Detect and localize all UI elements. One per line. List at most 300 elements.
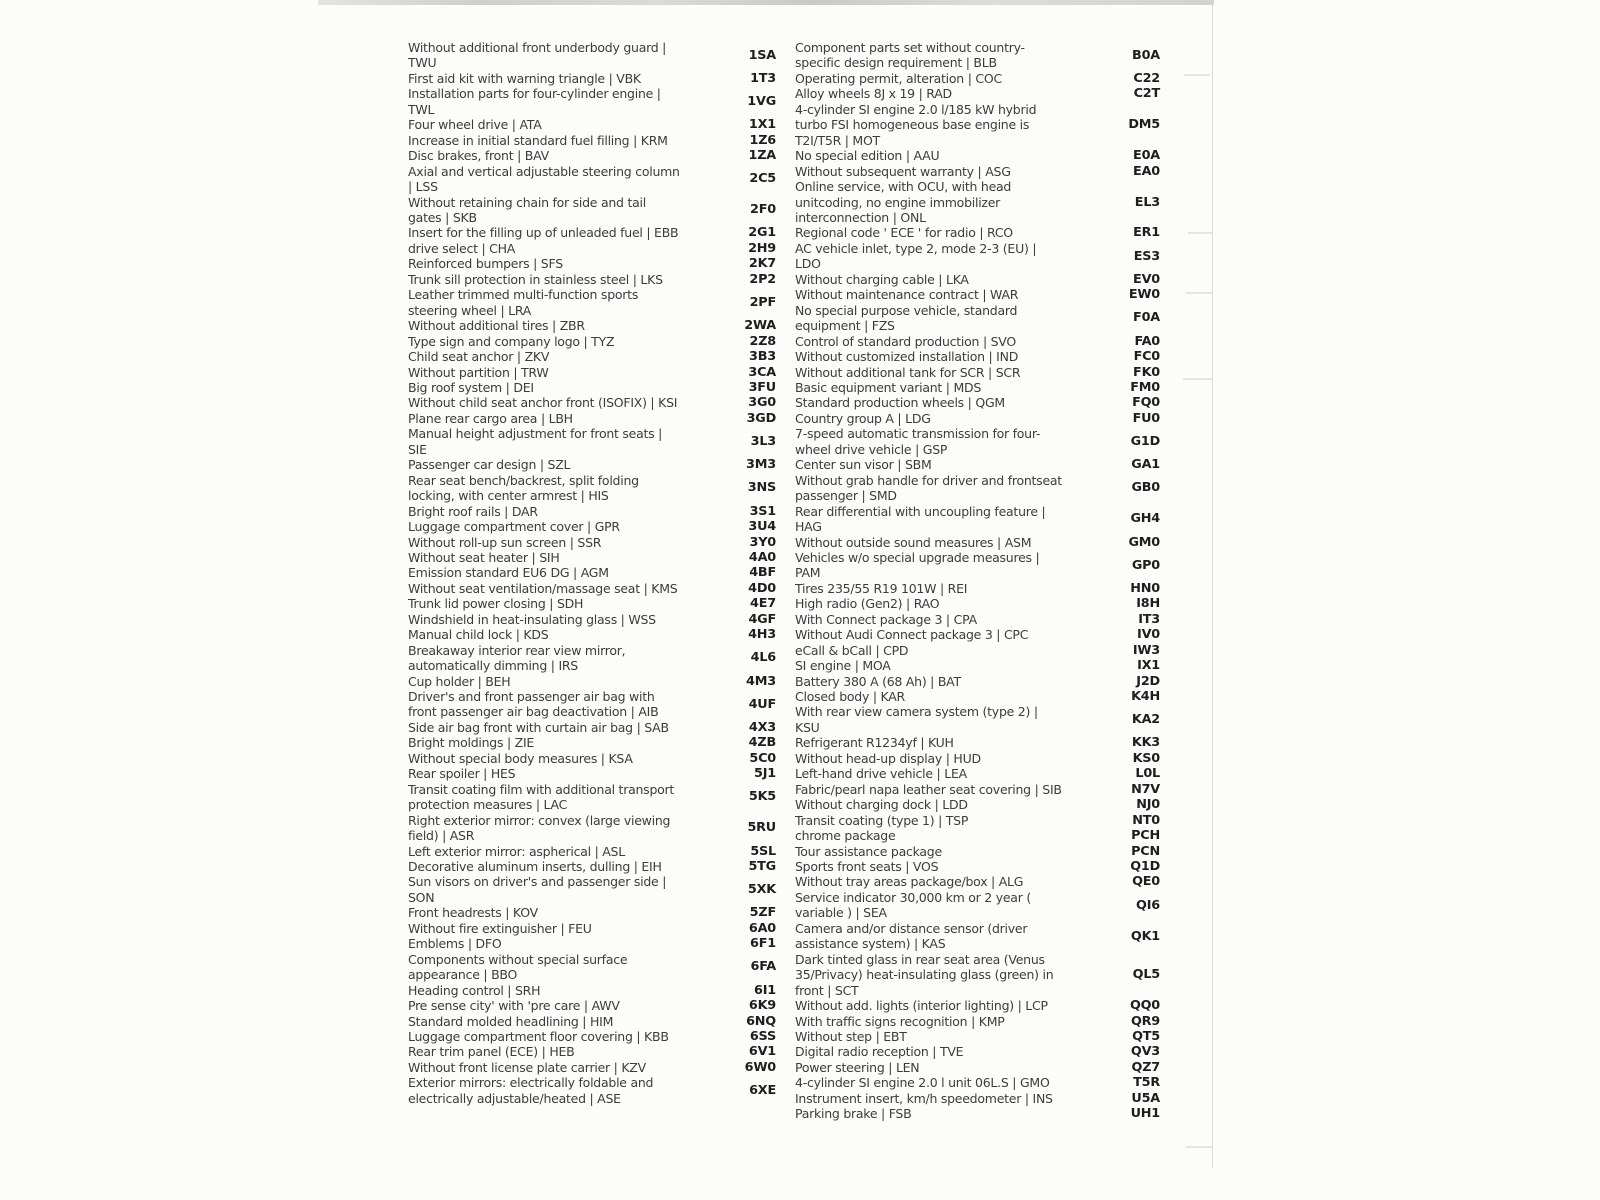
option-row xyxy=(795,581,1160,596)
option-row xyxy=(408,380,776,395)
option-description: Transit coating (type 1) | TSP xyxy=(795,812,969,828)
option-description: Driver's and front passenger air bag with front passenger air bag deactivation | AIB xyxy=(408,689,659,720)
option-code: 4ZB xyxy=(748,735,776,751)
option-description: Disc brakes, front | BAV xyxy=(408,148,549,164)
option-code: FU0 xyxy=(1132,410,1160,426)
option-code: 1VG xyxy=(747,94,776,110)
option-code: 3U4 xyxy=(748,519,776,535)
option-code: 3M3 xyxy=(746,457,776,473)
option-description: Manual height adjustment for front seats | SIE xyxy=(408,426,663,457)
option-code: QQ0 xyxy=(1129,998,1160,1014)
option-code: GH4 xyxy=(1130,511,1160,527)
option-code: 2PF xyxy=(749,294,776,310)
option-row xyxy=(795,272,1160,287)
option-code: FM0 xyxy=(1130,379,1160,395)
option-description: Axial and vertical adjustable steering column | LSS xyxy=(408,163,680,195)
option-description: Power steering | LEN xyxy=(795,1059,920,1075)
option-code: KK3 xyxy=(1131,735,1160,751)
option-description: Pre sense city' with 'pre care | AWV xyxy=(408,998,620,1014)
option-code: NJ0 xyxy=(1136,797,1160,813)
option-description: Camera and/or distance sensor (driver assistance system) | KAS xyxy=(795,920,1028,952)
option-code: GB0 xyxy=(1131,480,1160,496)
option-code: 4H3 xyxy=(748,627,776,643)
option-row xyxy=(408,1044,776,1059)
option-description: Battery 380 A (68 Ah) | BAT xyxy=(795,673,961,689)
option-row xyxy=(795,1106,1160,1121)
option-row xyxy=(408,473,776,504)
option-row xyxy=(408,1014,776,1029)
option-description: Four wheel drive | ATA xyxy=(408,117,542,133)
option-code: 1Z6 xyxy=(749,132,776,148)
option-code: 5J1 xyxy=(754,766,776,782)
option-row xyxy=(795,952,1160,998)
option-description: Without Audi Connect package 3 | CPC xyxy=(795,627,1029,643)
option-row xyxy=(408,751,776,766)
option-code: L0L xyxy=(1135,766,1160,782)
option-row xyxy=(408,395,776,410)
option-row xyxy=(795,40,1160,71)
option-description: Without roll-up sun screen | SSR xyxy=(408,534,602,550)
option-code: ES3 xyxy=(1133,248,1160,264)
option-code: 6SS xyxy=(749,1029,776,1044)
option-code: QT5 xyxy=(1132,1029,1160,1044)
scan-artifact-tick xyxy=(1188,232,1212,234)
option-description: Vehicles w/o special upgrade measures | PAM xyxy=(795,549,1040,581)
option-code: KA2 xyxy=(1131,712,1160,728)
option-code: GP0 xyxy=(1131,557,1160,573)
option-code: FC0 xyxy=(1133,349,1160,365)
option-row xyxy=(408,998,776,1013)
option-code: 5RU xyxy=(747,820,776,836)
option-row xyxy=(795,1091,1160,1106)
option-code: IT3 xyxy=(1138,611,1160,627)
option-code: 6V1 xyxy=(748,1044,776,1060)
option-code: 4M3 xyxy=(746,673,776,689)
option-row xyxy=(408,519,776,534)
option-code: QL5 xyxy=(1132,967,1160,983)
option-description: Sun visors on driver's and passenger side | SON xyxy=(408,874,667,905)
option-description: Service indicator 30,000 km or 2 year ( variable ) | SEA xyxy=(795,889,1031,921)
option-code: 5C0 xyxy=(749,750,776,766)
option-row xyxy=(408,71,776,86)
option-description: With rear view camera system (type 2) | KSU xyxy=(795,704,1038,735)
option-code: IW3 xyxy=(1132,642,1160,658)
scan-artifact-top-band xyxy=(318,0,1214,5)
option-code: NT0 xyxy=(1132,812,1160,828)
option-code: 5SL xyxy=(750,843,776,859)
option-row xyxy=(408,86,776,117)
scan-artifact-tick xyxy=(1183,378,1212,380)
option-code: 6A0 xyxy=(748,920,776,936)
option-code: U5A xyxy=(1131,1090,1160,1106)
option-description: Left exterior mirror: aspherical | ASL xyxy=(408,843,625,859)
option-code: 6K9 xyxy=(748,998,776,1014)
scan-artifact-tick xyxy=(1184,74,1210,76)
option-description: With traffic signs recognition | KMP xyxy=(795,1013,1005,1029)
option-code: K4H xyxy=(1131,689,1160,705)
option-description: chrome package xyxy=(795,828,896,844)
option-code: 5XK xyxy=(747,882,776,898)
option-description: Side air bag front with curtain air bag | SAB xyxy=(408,719,669,735)
option-code: 1X1 xyxy=(748,117,776,133)
option-row xyxy=(408,581,776,596)
option-description: Without retaining chain for side and tail gates | SKB xyxy=(408,194,646,225)
option-description: Tour assistance package xyxy=(795,843,942,859)
option-code: QZ7 xyxy=(1131,1059,1160,1075)
option-code: 4UF xyxy=(748,696,776,712)
option-description: SI engine | MOA xyxy=(795,658,891,674)
option-row xyxy=(795,828,1160,843)
option-row xyxy=(795,704,1160,735)
option-code: I8H xyxy=(1136,596,1160,612)
option-code: IV0 xyxy=(1137,627,1160,643)
option-row xyxy=(408,1060,776,1075)
option-row xyxy=(795,766,1160,781)
option-code: C2T xyxy=(1133,86,1160,102)
option-description: Without front license plate carrier | KZV xyxy=(408,1059,646,1075)
option-code: 1SA xyxy=(748,47,776,63)
option-code: 2F0 xyxy=(750,202,776,218)
option-code: PCH xyxy=(1131,828,1160,844)
option-row xyxy=(408,1075,776,1106)
option-row xyxy=(795,550,1160,581)
option-row xyxy=(408,905,776,920)
option-description: Without special body measures | KSA xyxy=(408,750,633,766)
options-column-left xyxy=(408,40,776,1106)
option-description: Instrument insert, km/h speedometer | INS xyxy=(795,1090,1053,1106)
option-description: Center sun visor | SBM xyxy=(795,457,932,473)
option-row xyxy=(795,225,1160,240)
option-description: Control of standard production | SVO xyxy=(795,333,1016,349)
option-code: E0A xyxy=(1133,148,1160,164)
option-code: 4D0 xyxy=(748,580,776,596)
option-row xyxy=(795,627,1160,642)
option-code: GM0 xyxy=(1128,534,1160,550)
option-row xyxy=(795,890,1160,921)
option-description: Luggage compartment floor covering | KBB xyxy=(408,1029,669,1044)
option-description: Emblems | DFO xyxy=(408,936,502,952)
options-column-right xyxy=(795,40,1160,1122)
option-code: 5K5 xyxy=(748,789,776,805)
option-row xyxy=(795,102,1160,148)
option-row xyxy=(408,596,776,611)
option-code: F0A xyxy=(1133,310,1160,326)
option-code: 6FA xyxy=(750,959,776,975)
option-description: Without subsequent warranty | ASG xyxy=(795,163,1011,179)
option-description: Transit coating film with additional transport protection measures | LAC xyxy=(408,781,675,813)
option-description: Right exterior mirror: convex (large viewing field) | ASR xyxy=(408,812,671,844)
option-description: Installation parts for four-cylinder engine | TWL xyxy=(408,86,661,117)
option-description: Cup holder | BEH xyxy=(408,673,511,689)
option-description: Without tray areas package/box | ALG xyxy=(795,874,1024,890)
option-description: Components without special surface appearance | BBO xyxy=(408,951,628,983)
option-description: AC vehicle inlet, type 2, mode 2-3 (EU) | LDO xyxy=(795,240,1037,272)
option-row xyxy=(408,411,776,426)
option-description: No special edition | AAU xyxy=(795,148,940,164)
option-row xyxy=(795,751,1160,766)
option-description: Country group A | LDG xyxy=(795,410,931,426)
option-code: UH1 xyxy=(1130,1106,1160,1122)
option-description: Leather trimmed multi-function sports steering wheel | LRA xyxy=(408,287,639,318)
option-description: Sports front seats | VOS xyxy=(795,859,939,875)
option-code: 3L3 xyxy=(750,434,776,450)
option-row xyxy=(408,565,776,580)
option-row xyxy=(408,117,776,132)
option-row xyxy=(795,426,1160,457)
option-code: EA0 xyxy=(1133,163,1160,179)
option-description: No special purpose vehicle, standard equipment | FZS xyxy=(795,302,1018,334)
option-description: Type sign and company logo | TYZ xyxy=(408,333,615,349)
option-row xyxy=(795,921,1160,952)
option-code: N7V xyxy=(1131,781,1160,797)
option-code: 3B3 xyxy=(749,349,776,365)
option-description: Rear trim panel (ECE) | HEB xyxy=(408,1044,575,1060)
option-row xyxy=(408,241,776,256)
option-description: Left-hand drive vehicle | LEA xyxy=(795,766,967,782)
option-description: Exterior mirrors: electrically foldable and electrically adjustable/heated | ASE xyxy=(408,1075,654,1106)
option-row xyxy=(408,859,776,874)
option-row xyxy=(795,797,1160,812)
option-row xyxy=(795,1060,1160,1075)
option-description: Child seat anchor | ZKV xyxy=(408,349,550,365)
option-description: Without seat heater | SIH xyxy=(408,549,560,565)
option-code: 3G0 xyxy=(748,395,776,411)
option-description: Passenger car design | SZL xyxy=(408,457,571,473)
option-description: Without maintenance contract | WAR xyxy=(795,287,1019,303)
option-code: 1T3 xyxy=(750,70,776,86)
option-code: QV3 xyxy=(1130,1044,1160,1060)
option-code: 5TG xyxy=(748,859,776,875)
option-description: Standard molded headlining | HIM xyxy=(408,1013,614,1029)
option-code: 6XE xyxy=(749,1083,776,1099)
option-row xyxy=(408,627,776,642)
option-description: Basic equipment variant | MDS xyxy=(795,379,982,395)
option-code: 4GF xyxy=(748,611,776,627)
option-row xyxy=(795,164,1160,179)
option-row xyxy=(408,844,776,859)
option-description: Without head-up display | HUD xyxy=(795,750,981,766)
option-row xyxy=(408,643,776,674)
option-code: FQ0 xyxy=(1132,395,1160,411)
option-description: Big roof system | DEI xyxy=(408,379,534,395)
option-description: Without outside sound measures | ASM xyxy=(795,534,1032,550)
option-description: Rear spoiler | HES xyxy=(408,766,516,782)
option-code: 4BF xyxy=(749,565,776,581)
option-description: Breakaway interior rear view mirror, automatically dimming | IRS xyxy=(408,642,626,674)
option-code: EL3 xyxy=(1134,194,1160,210)
option-description: Insert for the filling up of unleaded fuel | EBB xyxy=(408,225,679,241)
option-description: drive select | CHA xyxy=(408,240,516,256)
option-description: 4-cylinder SI engine 2.0 l/185 kW hybrid turbo FSI homogeneous base engine is T2I/T5R | MOT xyxy=(795,101,1037,148)
option-row xyxy=(408,674,776,689)
option-row xyxy=(408,921,776,936)
option-code: 4X3 xyxy=(748,719,776,735)
option-description: Windshield in heat-insulating glass | WSS xyxy=(408,611,656,627)
option-code: DM5 xyxy=(1128,117,1160,133)
option-description: 4-cylinder SI engine 2.0 l unit 06L.S | GMO xyxy=(795,1075,1050,1091)
option-code: 3GD xyxy=(746,410,776,426)
option-row xyxy=(795,689,1160,704)
option-description: First aid kit with warning triangle | VBK xyxy=(408,70,641,86)
option-row xyxy=(408,426,776,457)
option-row xyxy=(795,612,1160,627)
option-row xyxy=(408,689,776,720)
option-row xyxy=(408,936,776,951)
option-description: Online service, with OCU, with head unitcoding, no engine immobilizer interconnection | ONL xyxy=(795,179,1012,225)
option-row xyxy=(795,365,1160,380)
option-code: C22 xyxy=(1133,70,1160,86)
scan-artifact-tick xyxy=(1186,292,1212,294)
option-description: Luggage compartment cover | GPR xyxy=(408,519,620,535)
option-description: Parking brake | FSB xyxy=(795,1106,912,1122)
option-row xyxy=(408,612,776,627)
option-row xyxy=(408,952,776,983)
option-description: Trunk lid power closing | SDH xyxy=(408,596,584,612)
option-description: Digital radio reception | TVE xyxy=(795,1044,964,1060)
option-code: QI6 xyxy=(1136,897,1160,913)
option-code: 2WA xyxy=(744,318,776,334)
option-row xyxy=(408,782,776,813)
option-row xyxy=(408,148,776,163)
option-row xyxy=(408,735,776,750)
option-description: Without customized installation | IND xyxy=(795,349,1019,365)
option-row xyxy=(795,395,1160,410)
option-row xyxy=(408,1029,776,1044)
option-row xyxy=(408,983,776,998)
option-row xyxy=(795,998,1160,1013)
option-row xyxy=(408,133,776,148)
option-row xyxy=(408,349,776,364)
option-row xyxy=(795,504,1160,535)
option-row xyxy=(408,318,776,333)
option-code: PCN xyxy=(1131,843,1160,859)
option-description: Without grab handle for driver and frontseat passenger | SMD xyxy=(795,472,1062,504)
option-row xyxy=(408,766,776,781)
option-description: Without charging dock | LDD xyxy=(795,797,968,813)
option-code: 3NS xyxy=(747,480,776,496)
option-description: 7-speed automatic transmission for four-wheel drive vehicle | GSP xyxy=(795,426,1041,457)
option-description: Decorative aluminum inserts, dulling | EIH xyxy=(408,859,662,875)
option-description: Bright moldings | ZIE xyxy=(408,735,535,751)
option-code: 3S1 xyxy=(749,503,776,519)
option-code: FK0 xyxy=(1133,364,1160,380)
option-description: Rear seat bench/backrest, split folding locking, with center armrest | HIS xyxy=(408,472,639,504)
option-code: B0A xyxy=(1132,47,1160,63)
option-description: Emission standard EU6 DG | AGM xyxy=(408,565,609,581)
option-description: Without child seat anchor front (ISOFIX) | KSI xyxy=(408,395,678,411)
option-code: 4E7 xyxy=(750,596,776,612)
option-row xyxy=(795,735,1160,750)
option-row xyxy=(795,643,1160,658)
option-code: 2Z8 xyxy=(749,333,776,349)
option-row xyxy=(408,550,776,565)
option-description: Reinforced bumpers | SFS xyxy=(408,256,563,272)
option-description: Increase in initial standard fuel filling | KRM xyxy=(408,132,668,148)
option-code: 2G1 xyxy=(748,225,776,241)
option-description: Fabric/pearl napa leather seat covering | SIB xyxy=(795,781,1062,797)
option-row xyxy=(408,256,776,271)
option-row xyxy=(408,535,776,550)
option-row xyxy=(795,349,1160,364)
option-code: FA0 xyxy=(1134,333,1160,349)
option-code: 2K7 xyxy=(748,256,776,272)
option-code: QR9 xyxy=(1130,1013,1160,1029)
option-code: EW0 xyxy=(1128,287,1160,303)
option-code: GA1 xyxy=(1131,457,1160,473)
option-code: IX1 xyxy=(1137,658,1160,674)
option-row xyxy=(795,535,1160,550)
scan-artifact-tick xyxy=(1186,1146,1212,1148)
option-row xyxy=(795,596,1160,611)
option-code: QE0 xyxy=(1132,874,1160,890)
option-row xyxy=(795,813,1160,828)
option-code: T5R xyxy=(1133,1075,1160,1091)
option-code: 5ZF xyxy=(749,905,776,921)
option-code: 6I1 xyxy=(754,982,776,998)
option-code: 1ZA xyxy=(748,148,776,164)
option-row xyxy=(795,658,1160,673)
option-row xyxy=(795,411,1160,426)
option-code: HN0 xyxy=(1130,580,1160,596)
option-description: Heading control | SRH xyxy=(408,982,541,998)
option-description: Rear differential with uncoupling feature | HAG xyxy=(795,503,1046,535)
option-code: 4A0 xyxy=(748,549,776,565)
option-code: 2H9 xyxy=(748,240,776,256)
option-code: Q1D xyxy=(1130,859,1160,875)
option-row xyxy=(795,334,1160,349)
option-row xyxy=(795,874,1160,889)
option-row xyxy=(408,504,776,519)
option-description: Refrigerant R1234yf | KUH xyxy=(795,735,954,751)
option-description: Without seat ventilation/massage seat | KMS xyxy=(408,580,678,596)
option-description: Trunk sill protection in stainless steel | LKS xyxy=(408,271,663,287)
page-edge-line xyxy=(1212,4,1213,1168)
option-code: 6W0 xyxy=(744,1059,776,1075)
option-row xyxy=(795,1014,1160,1029)
option-row xyxy=(408,334,776,349)
option-row xyxy=(408,457,776,472)
option-row xyxy=(795,1075,1160,1090)
option-row xyxy=(795,303,1160,334)
option-description: Without additional front underbody guard | TWU xyxy=(408,40,667,71)
option-description: Without charging cable | LKA xyxy=(795,271,969,287)
option-row xyxy=(408,272,776,287)
option-description: Without additional tires | ZBR xyxy=(408,318,585,334)
option-row xyxy=(795,86,1160,101)
option-row xyxy=(408,40,776,71)
option-description: Without add. lights (interior lighting) | LCP xyxy=(795,998,1048,1014)
option-row xyxy=(795,287,1160,302)
option-row xyxy=(408,813,776,844)
option-description: Front headrests | KOV xyxy=(408,905,538,921)
option-code: 3Y0 xyxy=(749,534,776,550)
option-description: eCall & bCall | CPD xyxy=(795,642,909,658)
option-row xyxy=(795,71,1160,86)
option-row xyxy=(795,844,1160,859)
option-code: QK1 xyxy=(1130,928,1160,944)
option-description: Plane rear cargo area | LBH xyxy=(408,410,573,426)
option-row xyxy=(795,674,1160,689)
option-row xyxy=(795,859,1160,874)
option-description: Without additional tank for SCR | SCR xyxy=(795,364,1021,380)
option-code: G1D xyxy=(1130,434,1160,450)
option-code: 2C5 xyxy=(749,171,776,187)
option-code: ER1 xyxy=(1133,225,1160,241)
option-code: 4L6 xyxy=(750,650,776,666)
option-row xyxy=(795,148,1160,163)
option-description: Without step | EBT xyxy=(795,1029,907,1044)
option-code: 6NQ xyxy=(746,1013,776,1029)
